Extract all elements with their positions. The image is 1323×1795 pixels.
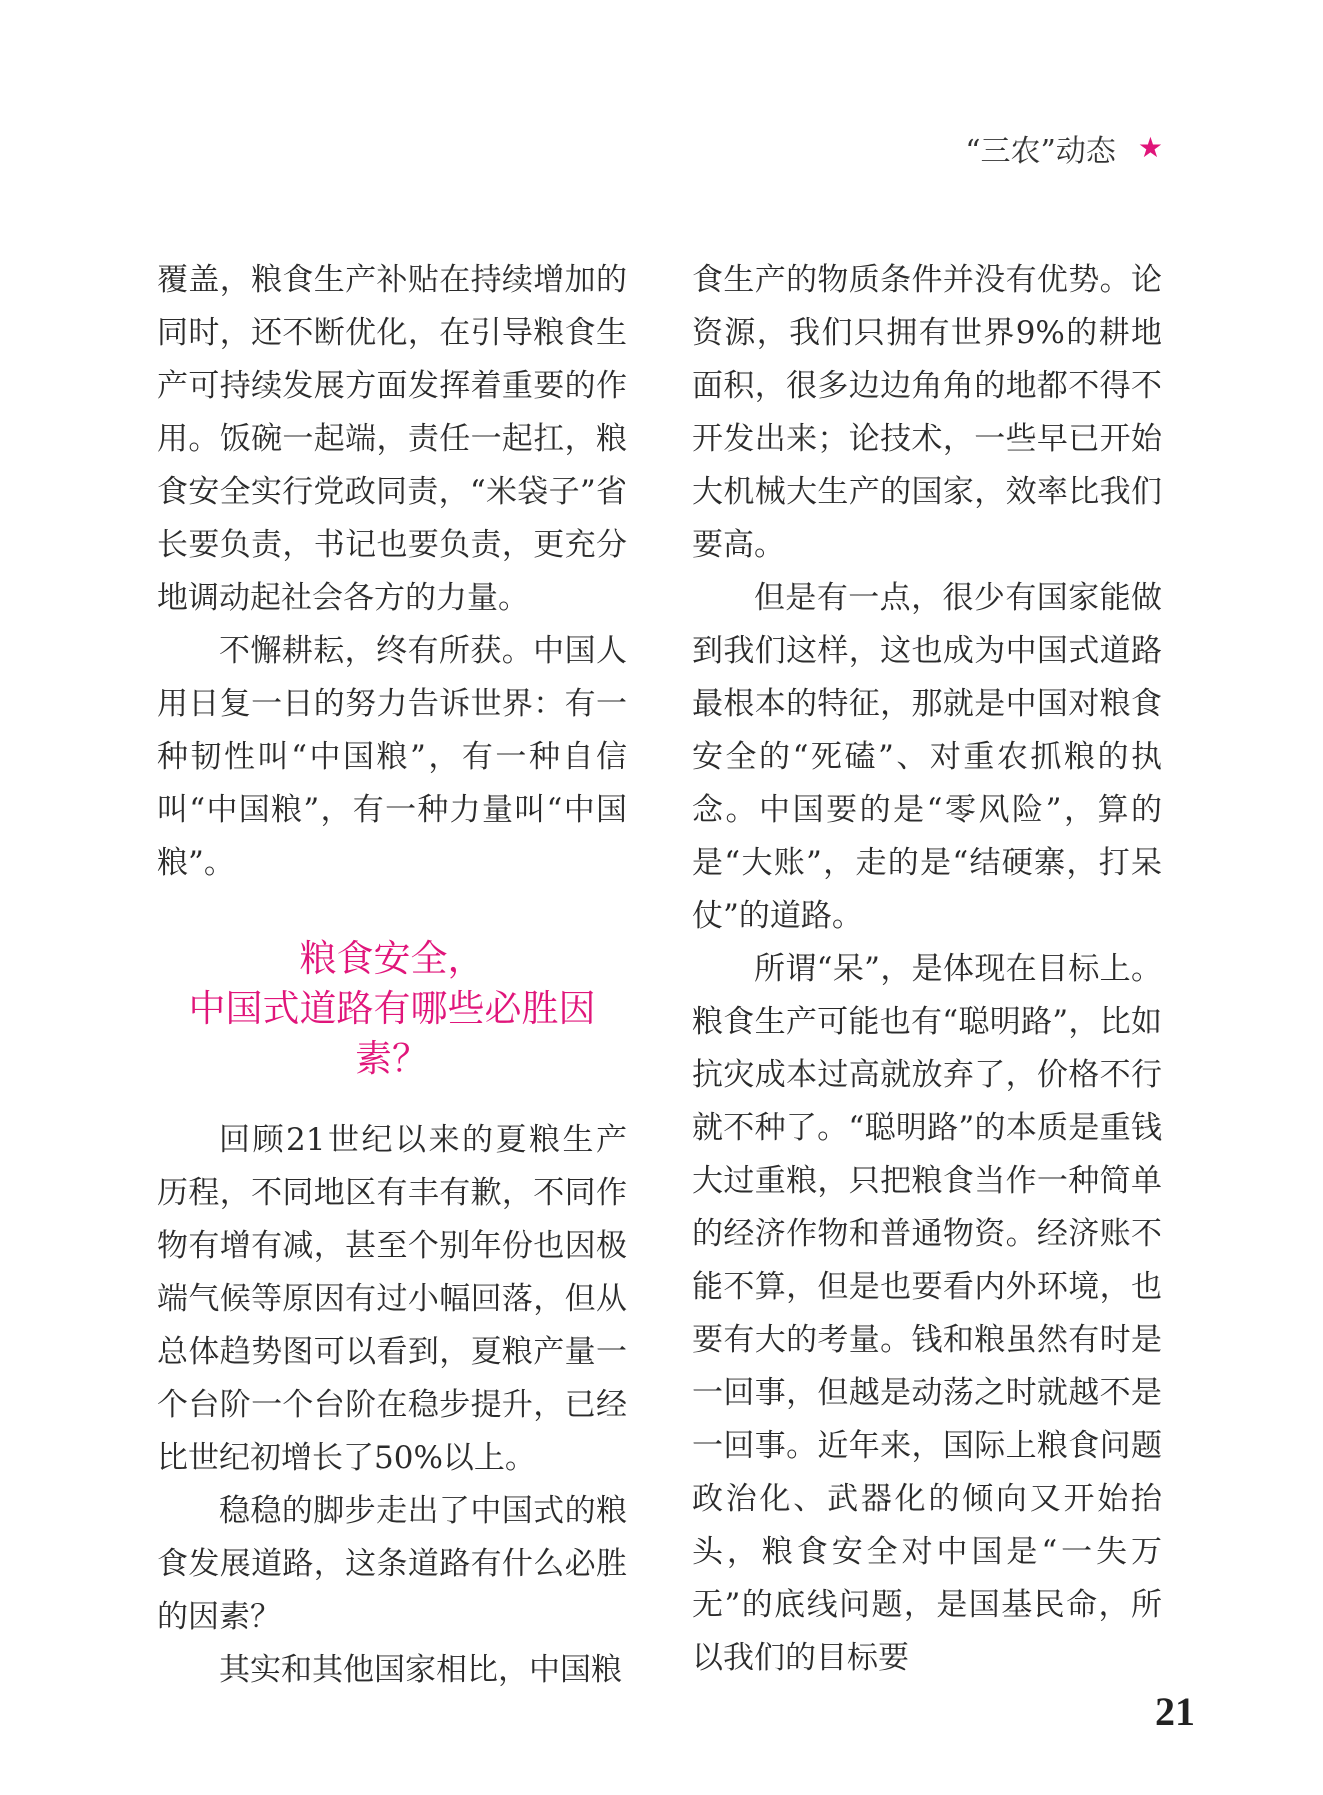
paragraph: 覆盖，粮食生产补贴在持续增加的同时，还不断优化，在引导粮食生产可持续发展方面发挥着重要的作用。饭碗一起端，责任一起扛，粮食安全实行党政同责，“米袋子”省长要负责，书记也要负责，更充分地调动起社会各方的力量。	[157, 262, 627, 616]
paragraph: 稳稳的脚步走出了中国式的粮食发展道路，这条道路有什么必胜的因素？	[157, 1493, 627, 1635]
page-number: 21	[1155, 1689, 1195, 1734]
heading-line-1: 粮食安全，	[299, 937, 485, 980]
paragraph: 其实和其他国家相比，中国粮	[219, 1652, 622, 1688]
paragraph: 所谓“呆”，是体现在目标上。粮食生产可能也有“聪明路”，比如抗灾成本过高就放弃了，价格不行就不种了。“聪明路”的本质是重钱大过重粮，只把粮食当作一种简单的经济作物和普通物资。经济账不能不算，但是也要看内外环境，也要有大的考量。钱和粮虽然有时是一回事，但越是动荡之时就越不是一回事。近年来，国际上粮食问题政治化、武器化的倾向又开始抬头，粮食安全对中国是“一失万无”的底线问题，是国基民命，所以我们的目标要	[692, 951, 1162, 1676]
heading-line-2: 中国式道路有哪些必胜因素？	[188, 987, 596, 1080]
section-label: “三农”动态	[965, 134, 1116, 169]
paragraph: 但是有一点，很少有国家能做到我们这样，这也成为中国式道路最根本的特征，那就是中国对粮食安全的“死磕”、对重农抓粮的执念。中国要的是“零风险”，算的是“大账”，走的是“结硬寨，打呆仗”的道路。	[692, 580, 1162, 934]
section-heading	[157, 934, 627, 1084]
paragraph: 食生产的物质条件并没有优势。论资源，我们只拥有世界9%的耕地面积，很多边边角角的地都不得不开发出来；论技术，一些早已开始大机械大生产的国家，效率比我们要高。	[692, 262, 1162, 563]
right-column	[692, 254, 1162, 1685]
paragraph: 不懈耕耘，终有所获。中国人用日复一日的努力告诉世界：有一种韧性叫“中国粮”，有一种自信叫“中国粮”，有一种力量叫“中国粮”。	[157, 633, 627, 881]
running-header	[965, 126, 1163, 170]
left-column	[157, 254, 627, 1697]
paragraph: 回顾21世纪以来的夏粮生产历程，不同地区有丰有歉，不同作物有增有减，甚至个别年份也因极端气候等原因有过小幅回落，但从总体趋势图可以看到，夏粮产量一个台阶一个台阶在稳步提升，已经比世纪初增长了50%以上。	[157, 1122, 627, 1476]
star-icon: ★	[1137, 131, 1163, 164]
